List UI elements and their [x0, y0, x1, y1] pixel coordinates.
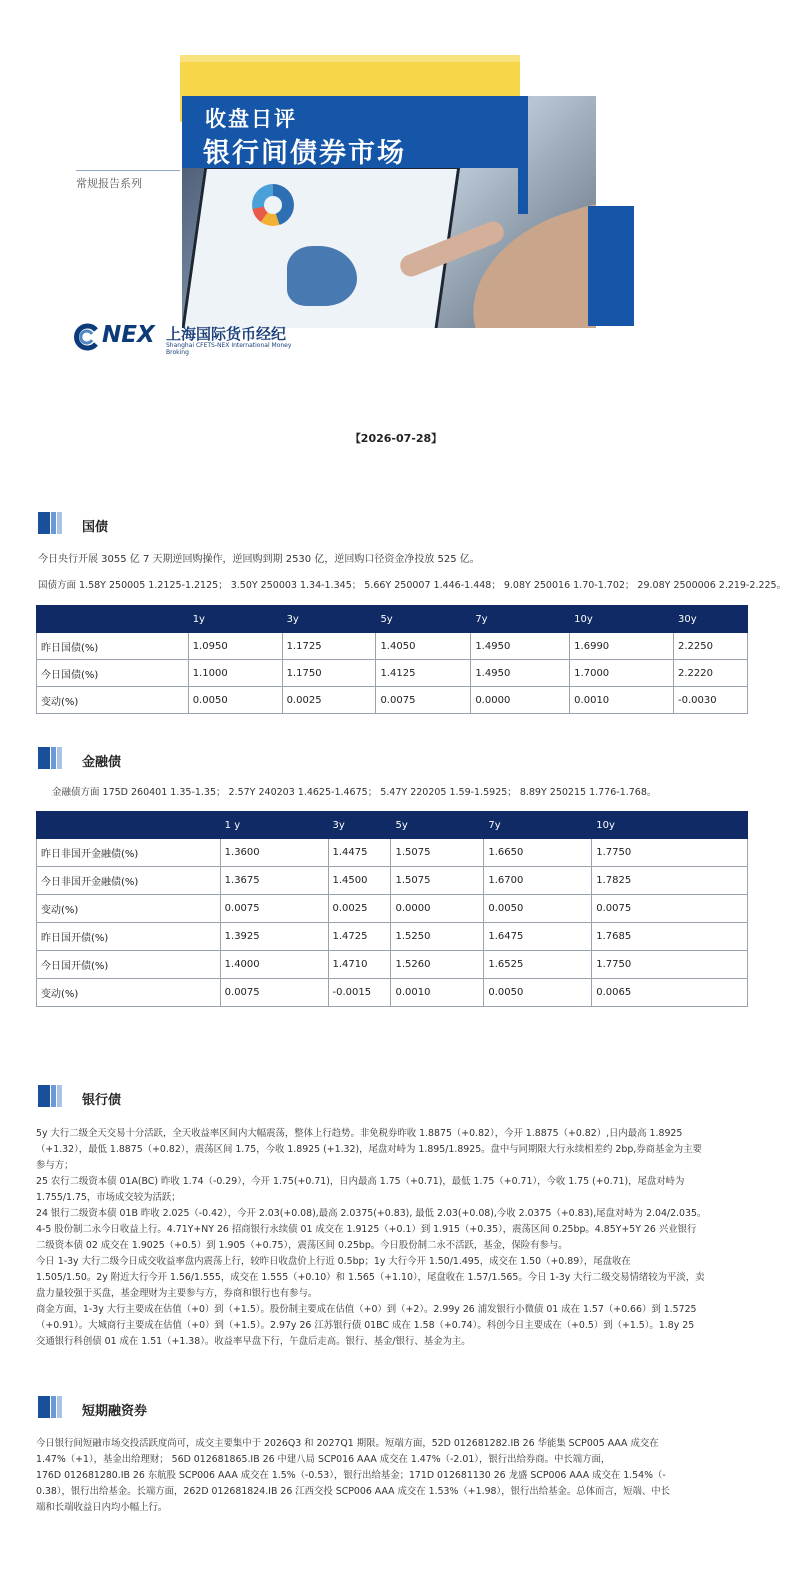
table-cell: 0.0050 [484, 895, 592, 923]
section-title-short-financing: 短期融资券 [82, 1404, 148, 1419]
table-cell: 昨日国开债(%) [37, 923, 221, 951]
logo-abbr: NEX [102, 322, 155, 348]
table-row [37, 660, 748, 687]
table-cell: 变动(%) [37, 979, 221, 1007]
table-cell: 1.5075 [391, 867, 484, 895]
text-line: 商金方面，1-3y 大行主要成在估值（+0）到（+1.5）。股份制主要成在估值（+0）到（+2）。2.99y 26 浦发银行小微债 01 成在 1.57（+0.66）到 1.5725 [36, 1304, 697, 1315]
table-cell: 昨日国债(%) [37, 633, 189, 660]
table-cell: 1.6700 [484, 867, 592, 895]
table-row [37, 895, 748, 923]
table-row [37, 633, 748, 660]
logo-english-name: Shanghai CFETS-NEX International Money Broking [166, 342, 292, 356]
table-cell: 1.0950 [188, 633, 282, 660]
table-header: 10y [592, 812, 748, 839]
table-header: 1y [188, 606, 282, 633]
section-icon [38, 747, 62, 769]
table-cell: 0.0000 [471, 687, 570, 714]
section-title-bank: 银行债 [82, 1093, 122, 1108]
bank-paragraph [36, 1126, 760, 1350]
financial-paragraph: 金融债方面 175D 260401 1.35-1.35； 2.57Y 240203 1.4625-1.4675； 5.47Y 220205 1.59-1.5925； 8.89Y 250215 1.776-1.768。 [52, 787, 657, 798]
cover-title-line1: 收盘日评 [205, 107, 297, 131]
table-cell: 昨日非国开金融债(%) [37, 839, 221, 867]
table-cell: 1.7750 [592, 951, 748, 979]
cover-blue-bar [518, 96, 528, 214]
table-cell: 1.4125 [376, 660, 471, 687]
section-icon [38, 512, 62, 534]
table-cell: 1.4950 [471, 660, 570, 687]
table-header: 7y [471, 606, 570, 633]
table-cell: 1.4475 [328, 839, 391, 867]
section-title-treasury: 国债 [82, 520, 109, 535]
text-line: 今日 1-3y 大行二级今日成交收益率盘内震荡上行，较昨日收盘价上行近 0.5bp；1y 大行今开 1.50/1.495，成交在 1.50（+0.89），尾盘收在 [36, 1256, 631, 1267]
text-line: 参与方； [36, 1160, 74, 1171]
table-cell: 变动(%) [37, 895, 221, 923]
table-cell: 1.7000 [570, 660, 674, 687]
text-line: 盘力量较强于买盘，基金理财为主要参与方，券商和银行也有参与。 [36, 1288, 318, 1299]
table-cell: 1.6525 [484, 951, 592, 979]
table-cell: 1.6650 [484, 839, 592, 867]
table-cell: 1.3600 [220, 839, 328, 867]
text-line: 25 农行二级资本债 01A(BC) 昨收 1.74（-0.29），今开 1.75(+0.71)，日内最高 1.75（+0.71)，最低 1.75（+0.71），今收 1.75 (+0.71)，尾盘对峙为 [36, 1176, 685, 1187]
treasury-paragraph-1: 今日央行开展 3055 亿 7 天期逆回购操作，逆回购到期 2530 亿，逆回购口径资金净投放 525 亿。 [38, 554, 480, 565]
table-cell: 0.0075 [220, 979, 328, 1007]
text-line: 4-5 股份制二永今日收益上行。4.71Y+NY 26 招商银行永续债 01 成交在 1.9125（+0.1）到 1.915（+0.35），震荡区间 0.25bp。4.85Y+5Y 26 兴业银行 [36, 1224, 697, 1235]
cover-title-line2: 银行间债券市场 [203, 138, 406, 169]
text-line: 1.755/1.75，市场成交较为活跃； [36, 1192, 181, 1203]
table-cell: 变动(%) [37, 687, 189, 714]
table-cell: 0.0075 [220, 895, 328, 923]
section-icon [38, 1085, 62, 1107]
section-icon [38, 1396, 62, 1418]
table-cell: 今日非国开金融债(%) [37, 867, 221, 895]
table-header: 3y [282, 606, 376, 633]
table-header: 3y [328, 812, 391, 839]
table-row [37, 839, 748, 867]
treasury-table [36, 605, 748, 714]
table-cell: 0.0010 [391, 979, 484, 1007]
table-row [37, 687, 748, 714]
text-line: （+0.91）。大城商行主要成在估值（+0）到（+1.5）。2.97y 26 江苏银行债 01BC 成在 1.58（+0.74）。科创今日主要成在（+0.5）到（+1.5）。1.8y 25 [36, 1320, 695, 1331]
table-cell: 0.0065 [592, 979, 748, 1007]
logo-swirl-icon [72, 322, 100, 352]
table-cell: 1.1725 [282, 633, 376, 660]
donut-chart-image [252, 184, 294, 226]
table-header [37, 606, 189, 633]
table-cell: 1.4950 [471, 633, 570, 660]
table-cell: 0.0000 [391, 895, 484, 923]
text-line: （+1.32），最低 1.8875（+0.82），震荡区间 1.75，今收 1.8925 (+1.32)，尾盘对峙为 1.895/1.8925。盘中与同期限大行永续相差约 2bp,券商基金为主要 [36, 1144, 702, 1155]
section-title-financial: 金融债 [82, 755, 122, 770]
text-line: 176D 012681280.IB 26 东航股 SCP006 AAA 成交在 1.5%（-0.53），银行出给基金；171D 012681130 26 龙盛 SCP006 AAA 成交在 1.54%（- [36, 1470, 666, 1481]
table-cell: 1.1000 [188, 660, 282, 687]
text-line: 0.38），银行出给基金。长端方面，262D 012681824.IB 26 江西交投 SCP006 AAA 成交在 1.53%（+1.98），银行出给基金。总体而言，短端、中长 [36, 1486, 670, 1497]
table-cell: 0.0075 [376, 687, 471, 714]
table-header: 30y [674, 606, 748, 633]
table-header: 1 y [220, 812, 328, 839]
report-date: 【2026-07-28】 [349, 432, 443, 445]
series-label: 常规报告系列 [76, 177, 142, 190]
text-line: 24 银行二级资本债 01B 昨收 2.025（-0.42），今开 2.03(+0.08),最高 2.0375(+0.83), 最低 2.03(+0.08),今收 2.0375（+0.83),尾盘对峙为 2.04/2.035。 [36, 1208, 707, 1219]
table-cell: 2.2220 [674, 660, 748, 687]
table-cell: 0.0025 [282, 687, 376, 714]
table-cell: 1.4050 [376, 633, 471, 660]
table-header: 5y [391, 812, 484, 839]
table-header: 10y [570, 606, 674, 633]
short-financing-paragraph [36, 1436, 760, 1516]
table-cell: 0.0025 [328, 895, 391, 923]
series-divider [76, 170, 180, 171]
logo-chinese-name: 上海国际货币经纪 [166, 325, 287, 343]
table-header: 5y [376, 606, 471, 633]
table-cell: 1.4725 [328, 923, 391, 951]
table-cell: 1.7685 [592, 923, 748, 951]
table-cell: 1.7825 [592, 867, 748, 895]
text-line: 5y 大行二级全天交易十分活跃，全天收益率区间内大幅震荡，整体上行趋势。非免税券昨收 1.8875（+0.82），今开 1.8875（+0.82）,日内最高 1.8925 [36, 1128, 683, 1139]
treasury-paragraph-2: 国债方面 1.58Y 250005 1.2125-1.2125； 3.50Y 250003 1.34-1.345； 5.66Y 250007 1.446-1.448； 9.08Y 250016 1.70-1.702； 29.08Y 2500006 2.219-2.225。 [38, 580, 787, 591]
text-line: 1.505/1.50。2y 附近大行今开 1.56/1.555，成交在 1.555（+0.10）和 1.565（+1.10），尾盘收在 1.57/1.565。今日 1-3y 大行二级交易情绪较为平淡，卖 [36, 1272, 705, 1283]
company-logo [72, 320, 302, 358]
table-cell: 2.2250 [674, 633, 748, 660]
table-header [37, 812, 221, 839]
table-cell: 1.7750 [592, 839, 748, 867]
table-cell: 1.5075 [391, 839, 484, 867]
table-cell: -0.0030 [674, 687, 748, 714]
table-cell: 1.5250 [391, 923, 484, 951]
table-cell: 1.4000 [220, 951, 328, 979]
table-cell: 今日国债(%) [37, 660, 189, 687]
cover-blue-block [588, 206, 634, 326]
table-cell: 0.0050 [188, 687, 282, 714]
text-line: 端和长端收益日内均小幅上行。 [36, 1502, 168, 1513]
table-cell: 1.1750 [282, 660, 376, 687]
table-cell: 0.0050 [484, 979, 592, 1007]
table-row [37, 979, 748, 1007]
table-row [37, 923, 748, 951]
table-row [37, 867, 748, 895]
text-line: 1.47%（+1），基金出给理财； 56D 012681865.IB 26 中建八局 SCP016 AAA 成交在 1.47%（-2.01），银行出给券商。中长端方面， [36, 1454, 611, 1465]
table-cell: 1.5260 [391, 951, 484, 979]
text-line: 二级资本债 02 成交在 1.9025（+0.5）到 1.905（+0.75），震荡区间 0.25bp。今日股份制二永不活跃，基金，保险有参与。 [36, 1240, 568, 1251]
table-cell: 1.4500 [328, 867, 391, 895]
table-cell: -0.0015 [328, 979, 391, 1007]
text-line: 交通银行科创债 01 成在 1.51（+1.38）。收益率早盘下行，午盘后走高。银行、基金/银行、基金为主。 [36, 1336, 471, 1347]
table-row [37, 951, 748, 979]
text-line: 今日银行间短融市场交投活跃度尚可，成交主要集中于 2026Q3 和 2027Q1 期限。短端方面，52D 012681282.IB 26 华能集 SCP005 AAA 成交在 [36, 1438, 659, 1449]
table-cell: 1.6990 [570, 633, 674, 660]
table-cell: 1.4710 [328, 951, 391, 979]
table-cell: 今日国开债(%) [37, 951, 221, 979]
table-cell: 0.0075 [592, 895, 748, 923]
table-header: 7y [484, 812, 592, 839]
table-cell: 0.0010 [570, 687, 674, 714]
table-cell: 1.6475 [484, 923, 592, 951]
financial-table [36, 811, 748, 1007]
table-cell: 1.3675 [220, 867, 328, 895]
table-cell: 1.3925 [220, 923, 328, 951]
